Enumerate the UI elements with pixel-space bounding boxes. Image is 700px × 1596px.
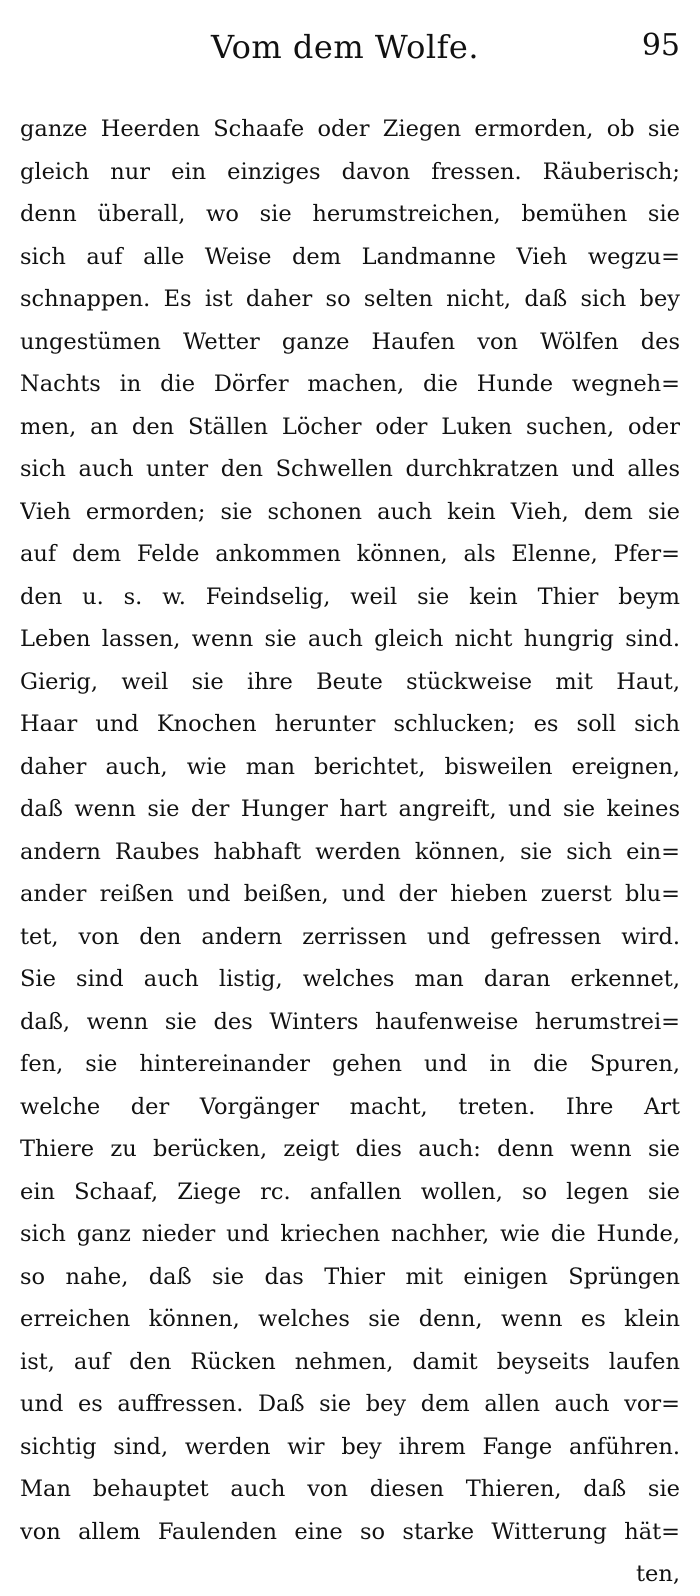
- text-line: sich auf alle Weise dem Landmanne Vieh wegzu=: [20, 243, 680, 270]
- text-line: sich auch unter den Schwellen durchkratzen und alles: [20, 456, 680, 482]
- text-line: Vieh ermorden; sie schonen auch kein Vieh, dem sie: [20, 498, 680, 525]
- text-line: men, an den Ställen Löcher oder Luken suchen, oder: [20, 413, 680, 440]
- text-line: Gierig, weil sie ihre Beute stückweise mit Haut,: [20, 668, 680, 695]
- text-line: so nahe, daß sie das Thier mit einigen Sprüngen: [20, 1263, 680, 1290]
- text-line: daß wenn sie der Hunger hart angreift, und sie keines: [20, 796, 680, 822]
- text-line: ein Schaaf, Ziege rc. anfallen wollen, so legen sie: [20, 1178, 680, 1205]
- text-line: erreichen können, welches sie denn, wenn es klein: [20, 1306, 680, 1332]
- text-line: von allem Faulenden eine so starke Witterung hät=: [20, 1518, 680, 1545]
- text-line: denn überall, wo sie herumstreichen, bemühen sie: [20, 201, 680, 227]
- text-line: ander reißen und beißen, und der hieben zuerst blu=: [20, 881, 680, 907]
- text-line: schnappen. Es ist daher so selten nicht, daß sich bey: [20, 286, 680, 312]
- text-line: tet, von den andern zerrissen und gefressen wird.: [20, 923, 680, 950]
- text-line: ungestümen Wetter ganze Haufen von Wölfen des: [20, 328, 680, 355]
- text-line: ist, auf den Rücken nehmen, damit beyseits laufen: [20, 1348, 680, 1375]
- running-title: Vom dem Wolfe.: [210, 28, 480, 66]
- page-number: 95: [641, 28, 680, 63]
- text-line: sichtig sind, werden wir bey ihrem Fange anführen.: [20, 1433, 680, 1460]
- text-line: welche der Vorgänger macht, treten. Ihre Art: [20, 1093, 680, 1120]
- text-line: Sie sind auch listig, welches man daran erkennet,: [20, 966, 680, 992]
- text-line: ganze Heerden Schaafe oder Ziegen ermorden, ob sie: [20, 116, 680, 142]
- text-line: daher auch, wie man berichtet, bisweilen ereignen,: [20, 753, 680, 780]
- text-line: auf dem Felde ankommen können, als Elenne, Pfer=: [20, 541, 680, 567]
- text-line: Thiere zu berücken, zeigt dies auch: denn wenn sie: [20, 1136, 680, 1162]
- text-line: Nachts in die Dörfer machen, die Hunde wegneh=: [20, 371, 680, 397]
- text-line: Haar und Knochen herunter schlucken; es soll sich: [20, 711, 680, 737]
- text-line: und es auffressen. Daß sie bey dem allen auch vor=: [20, 1391, 680, 1417]
- text-line: andern Raubes habhaft werden können, sie sich ein=: [20, 838, 680, 865]
- body-text: [20, 108, 680, 1596]
- text-line: daß, wenn sie des Winters haufenweise herumstrei=: [20, 1008, 680, 1035]
- text-line-catchword: ten,: [635, 1561, 680, 1587]
- text-line: den u. s. w. Feindselig, weil sie kein Thier beym: [20, 583, 680, 610]
- text-line: sich ganz nieder und kriechen nachher, wie die Hunde,: [20, 1221, 680, 1247]
- text-line: fen, sie hintereinander gehen und in die Spuren,: [20, 1051, 680, 1077]
- text-line: Leben lassen, wenn sie auch gleich nicht hungrig sind.: [20, 626, 680, 652]
- text-line: gleich nur ein einziges davon fressen. Räuberisch;: [20, 158, 680, 185]
- text-line: Man behauptet auch von diesen Thieren, daß sie: [20, 1476, 680, 1502]
